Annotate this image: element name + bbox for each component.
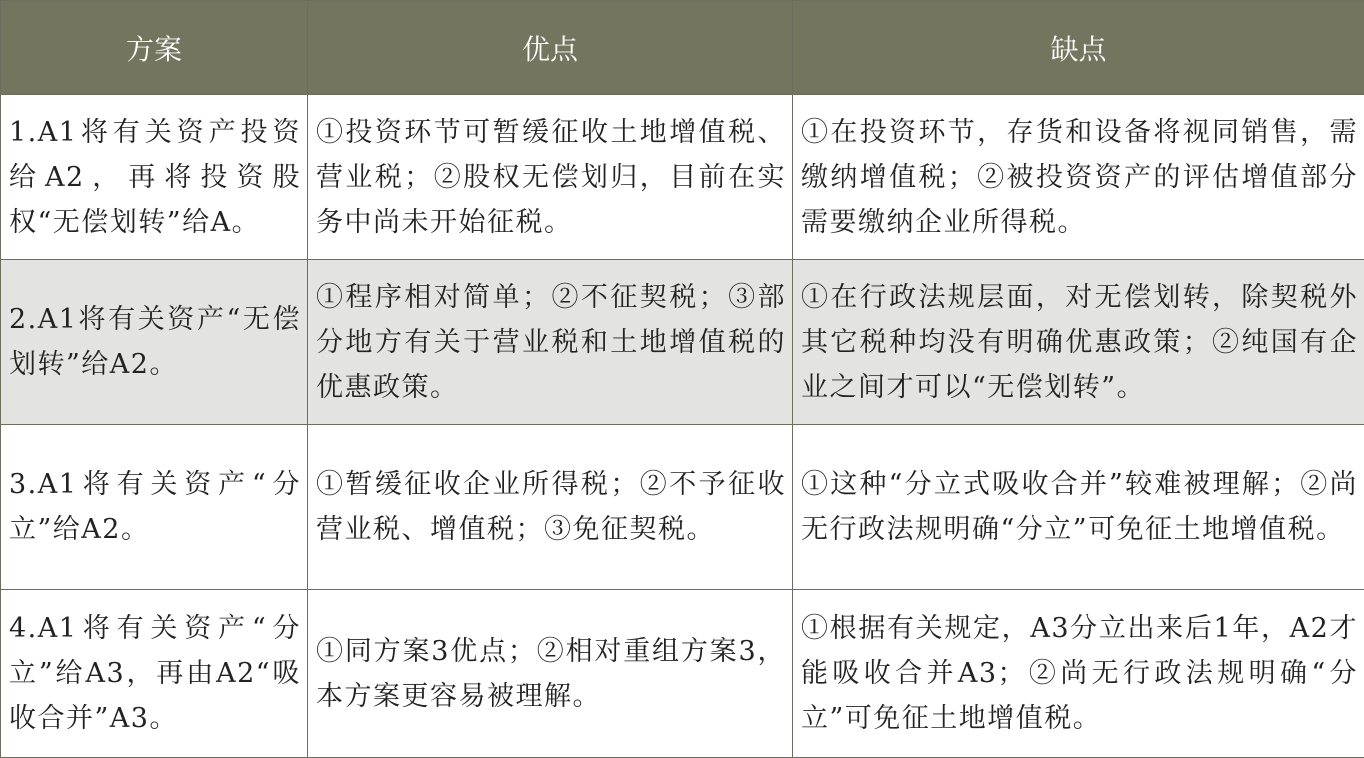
pros-cell: ①暂缓征收企业所得税；②不予征收营业税、增值税；③免征契税。 — [308, 425, 793, 590]
header-pros: 优点 — [308, 1, 793, 95]
cons-cell: ①在行政法规层面，对无偿划转，除契税外其它税种均没有明确优惠政策；②纯国有企业之间才可以“无偿划转”。 — [793, 260, 1364, 425]
cons-cell: ①在投资环节，存货和设备将视同销售，需缴纳增值税；②被投资资产的评估增值部分需要缴纳企业所得税。 — [793, 95, 1364, 260]
table-row — [1, 425, 1364, 590]
plan-cell: 2.A1将有关资产“无偿划转”给A2。 — [1, 260, 308, 425]
pros-cell: ①程序相对简单；②不征契税；③部分地方有关于营业税和土地增值税的优惠政策。 — [308, 260, 793, 425]
table-row — [1, 95, 1364, 260]
pros-cell: ①投资环节可暂缓征收土地增值税、营业税；②股权无偿划归，目前在实务中尚未开始征税。 — [308, 95, 793, 260]
header-cons: 缺点 — [793, 1, 1364, 95]
cons-cell: ①根据有关规定，A3分立出来后1年，A2才能吸收合并A3；②尚无行政法规明确“分立”可免征土地增值税。 — [793, 590, 1364, 758]
plan-cell: 4.A1将有关资产“分立”给A3，再由A2“吸收合并”A3。 — [1, 590, 308, 758]
header-row — [1, 1, 1364, 95]
header-plan: 方案 — [1, 1, 308, 95]
pros-cell: ①同方案3优点；②相对重组方案3，本方案更容易被理解。 — [308, 590, 793, 758]
table-row — [1, 590, 1364, 758]
cons-cell: ①这种“分立式吸收合并”较难被理解；②尚无行政法规明确“分立”可免征土地增值税。 — [793, 425, 1364, 590]
plan-cell: 1.A1将有关资产投资给A2，再将投资股权“无偿划转”给A。 — [1, 95, 308, 260]
plan-cell: 3.A1将有关资产“分立”给A2。 — [1, 425, 308, 590]
table-row — [1, 260, 1364, 425]
